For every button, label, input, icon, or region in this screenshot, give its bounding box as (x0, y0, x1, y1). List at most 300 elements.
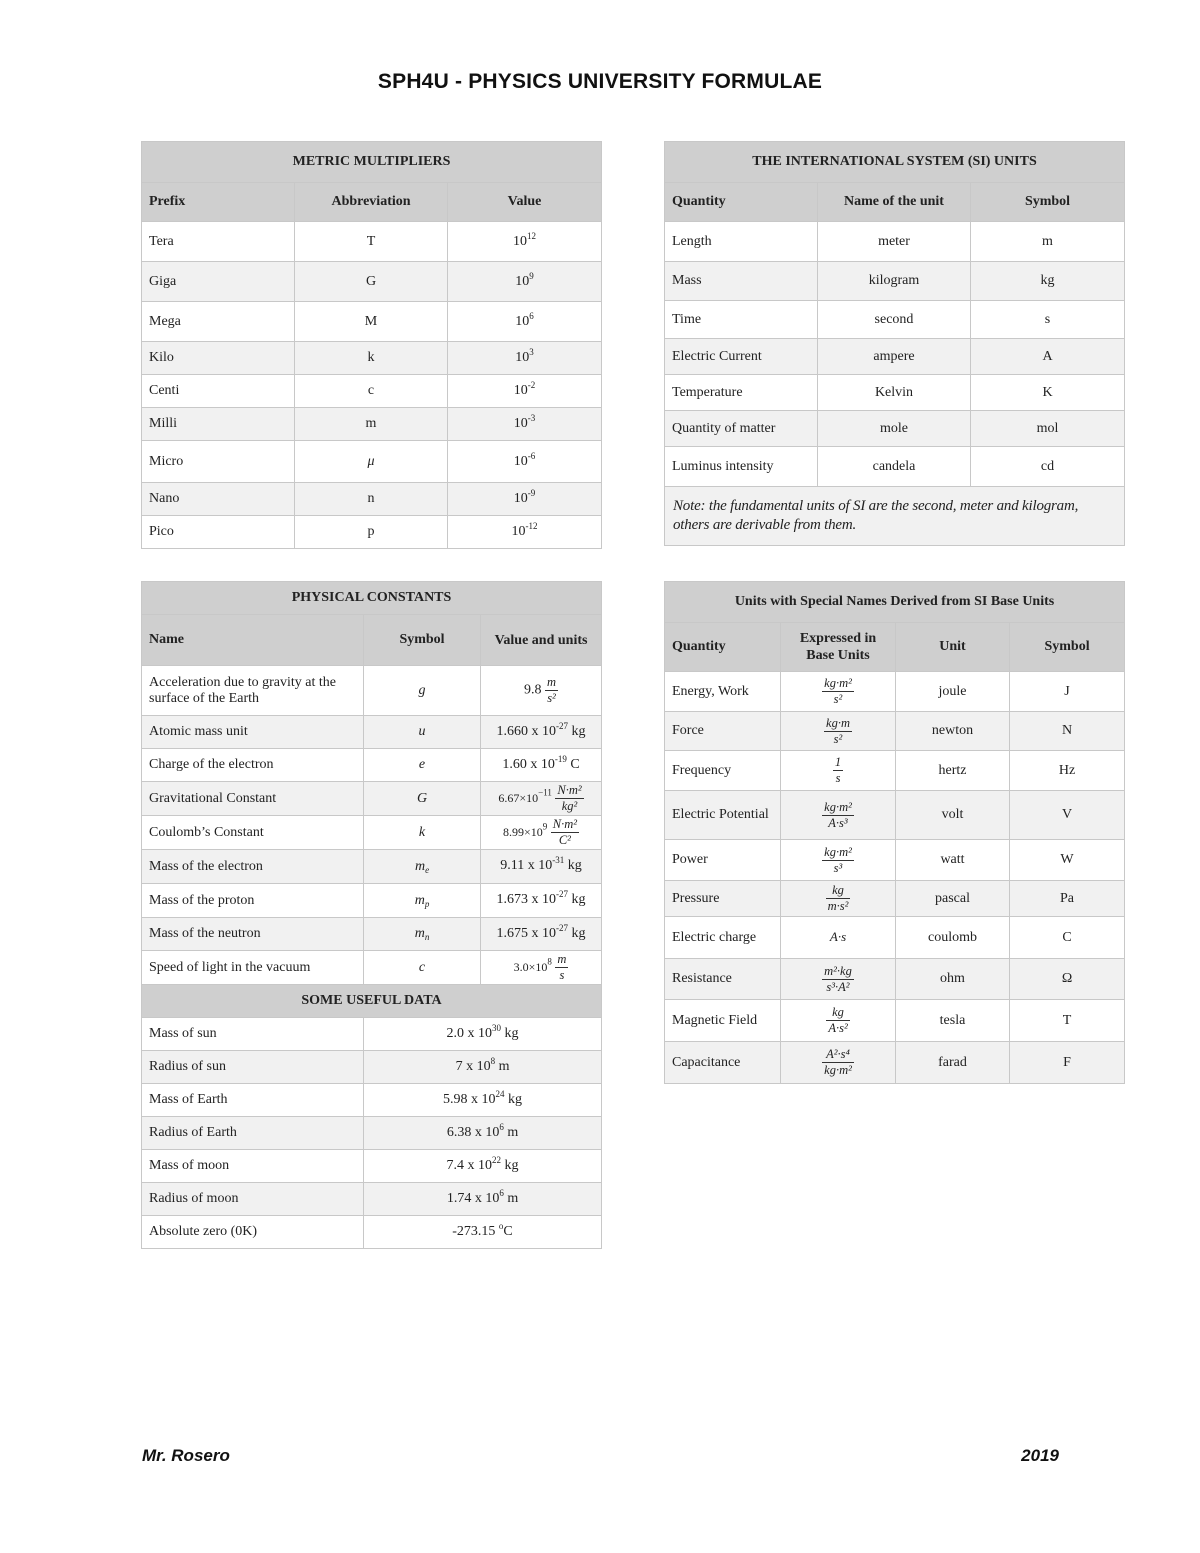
useful-data-title: SOME USEFUL DATA (142, 985, 602, 1018)
constant-symbol-cell (364, 918, 481, 951)
constant-unit-fraction-numerator: m (546, 675, 557, 689)
constant-value-mantissa: 3.0×10 (513, 960, 548, 974)
derived-unit-cell: tesla (896, 1000, 1010, 1042)
table-row (142, 1018, 602, 1051)
useful-name-cell: Mass of Earth (142, 1084, 364, 1117)
constant-name-cell: Mass of the proton (142, 884, 364, 918)
derived-unit-cell: farad (896, 1042, 1010, 1084)
table-row (142, 951, 602, 985)
derived-quantity-cell: Power (665, 840, 781, 881)
constant-symbol: c (418, 959, 426, 975)
prefix-cell: Tera (142, 222, 295, 262)
constant-name-cell: Charge of the electron (142, 749, 364, 782)
table-row (142, 483, 602, 516)
derived-symbol-cell: Hz (1010, 751, 1125, 791)
constant-value-cell (481, 749, 602, 782)
table-row (665, 1000, 1125, 1042)
constant-value-unit: C (566, 756, 580, 772)
useful-value-cell (364, 1051, 602, 1084)
base-unit-fraction-numerator: m²·kg (824, 963, 852, 978)
constant-symbol: m (414, 892, 425, 908)
constant-symbol: g (418, 682, 426, 698)
derived-unit-cell: ohm (896, 959, 1010, 1000)
useful-value-cell (364, 1183, 602, 1216)
base-unit-fraction-numerator: kg (826, 883, 851, 899)
derived-symbol-cell: W (1010, 840, 1125, 881)
constant-symbol: u (418, 724, 426, 739)
useful-name-cell: Radius of Earth (142, 1117, 364, 1150)
constant-symbol-cell (364, 666, 481, 716)
constant-value-mantissa: 1.60 x 10 (502, 756, 555, 772)
derived-table-title: Units with Special Names Derived from SI Base Units (665, 582, 1125, 623)
derived-expression-cell (781, 751, 896, 791)
constant-value-cell (481, 951, 602, 985)
quantity-cell: Length (665, 222, 818, 262)
constants-header-name: Name (142, 615, 364, 666)
metric-header-prefix: Prefix (142, 183, 295, 222)
constant-symbol: m (414, 858, 426, 874)
table-row (142, 884, 602, 918)
derived-header-unit: Unit (896, 623, 1010, 672)
constant-value-cell (481, 918, 602, 951)
si-header-symbol: Symbol (971, 183, 1125, 222)
derived-expression-cell (781, 712, 896, 751)
constant-name-cell: Coulomb’s Constant (142, 816, 364, 850)
symbol-cell: K (971, 375, 1125, 411)
unit-name-cell: second (818, 301, 971, 339)
abbreviation-cell: μ (295, 441, 448, 483)
useful-value-mantissa: 7 x 10 (455, 1059, 491, 1074)
unit-name-cell: Kelvin (818, 375, 971, 411)
table-row (665, 447, 1125, 487)
constant-symbol: G (416, 790, 428, 806)
derived-quantity-cell: Pressure (665, 881, 781, 917)
useful-value-mantissa: 5.98 x 10 (443, 1092, 496, 1107)
table-row (142, 1216, 602, 1249)
table-row (665, 917, 1125, 959)
table-row (665, 301, 1125, 339)
table-row (142, 918, 602, 951)
useful-value-unit: m (503, 1125, 519, 1140)
constant-name-cell: Speed of light in the vacuum (142, 951, 364, 985)
base-unit-fraction-numerator: kg (826, 1005, 849, 1021)
derived-expression-cell (781, 791, 896, 840)
table-row (142, 782, 602, 816)
constant-value-exponent: -31 (552, 855, 565, 866)
prefix-cell: Giga (142, 262, 295, 302)
useful-value-unit: m (503, 1191, 519, 1206)
value-exponent: 12 (527, 230, 536, 241)
value-exponent: -3 (527, 413, 536, 423)
si-note: Note: the fundamental units of SI are the second, meter and kilogram, others are derivable from them. (665, 487, 1125, 546)
constant-value-cell (481, 716, 602, 749)
si-units-table (664, 141, 1125, 546)
constant-value-exponent: 8 (547, 956, 552, 967)
useful-value-cell (364, 1018, 602, 1051)
quantity-cell: Time (665, 301, 818, 339)
value-base: 10 (511, 524, 526, 539)
abbreviation-cell: n (295, 483, 448, 516)
value-base: 10 (515, 273, 530, 289)
base-unit-fraction-denominator: s (835, 771, 841, 785)
prefix-cell: Micro (142, 441, 295, 483)
abbreviation-cell: m (295, 408, 448, 441)
useful-name-cell: Mass of moon (142, 1150, 364, 1183)
value-exponent: -12 (525, 521, 538, 531)
value-cell (448, 408, 602, 441)
constant-unit-fraction (551, 817, 579, 848)
derived-symbol-cell: N (1010, 712, 1125, 751)
derived-quantity-cell: Electric Potential (665, 791, 781, 840)
value-exponent: 3 (529, 347, 534, 357)
table-row (142, 1150, 602, 1183)
symbol-cell: mol (971, 411, 1125, 447)
derived-symbol-cell: T (1010, 1000, 1125, 1042)
base-unit-fraction-denominator: kg·m² (824, 1063, 852, 1077)
si-header-name: Name of the unit (818, 183, 971, 222)
constant-value-mantissa: 9.11 x 10 (500, 858, 553, 874)
constant-value-unit: kg (564, 858, 582, 874)
constant-value-exponent: -27 (556, 923, 568, 934)
value-cell (448, 441, 602, 483)
table-row (142, 816, 602, 850)
constant-value-exponent: 9 (542, 821, 548, 832)
table-row (665, 411, 1125, 447)
useful-value-exponent: 30 (492, 1023, 501, 1033)
si-table-title: THE INTERNATIONAL SYSTEM (SI) UNITS (665, 142, 1125, 183)
derived-expression-cell (781, 672, 896, 712)
useful-value-exponent: 8 (490, 1056, 496, 1066)
base-unit-fraction (826, 883, 851, 914)
constant-value-mantissa: 1.675 x 10 (496, 925, 556, 941)
constant-value-unit: kg (568, 723, 586, 739)
abbreviation-cell: p (295, 516, 448, 549)
constant-value-mantissa: 6.67×10 (498, 791, 539, 805)
value-base: 10 (513, 491, 528, 506)
constant-symbol-cell (364, 951, 481, 985)
constant-value-exponent: -27 (556, 889, 568, 900)
base-unit-fraction-denominator: s² (833, 692, 843, 706)
useful-name-cell: Radius of moon (142, 1183, 364, 1216)
table-row (142, 1117, 602, 1150)
useful-value-cell (364, 1117, 602, 1150)
constant-symbol-cell (364, 749, 481, 782)
derived-quantity-cell: Resistance (665, 959, 781, 1000)
constant-symbol: m (414, 926, 425, 941)
derived-expression-cell (781, 959, 896, 1000)
constant-unit-fraction (555, 952, 568, 983)
base-unit-fraction-numerator: 1 (834, 755, 842, 769)
derived-unit-cell: hertz (896, 751, 1010, 791)
derived-header-expressed: Expressed in Base Units (781, 623, 896, 672)
useful-value-mantissa: 2.0 x 10 (446, 1026, 492, 1041)
abbreviation-cell: T (295, 222, 448, 262)
table-row (142, 749, 602, 782)
metric-multipliers-table (141, 141, 602, 549)
unit-name-cell: candela (818, 447, 971, 487)
value-cell (448, 262, 602, 302)
table-row (142, 408, 602, 441)
base-unit-fraction (822, 676, 854, 707)
table-row (665, 375, 1125, 411)
table-row (665, 1042, 1125, 1084)
table-row (142, 342, 602, 375)
derived-unit-cell: pascal (896, 881, 1010, 917)
base-unit-fraction-denominator: s² (833, 731, 843, 746)
constant-value-exponent: -27 (556, 721, 568, 732)
base-unit-fraction (822, 845, 854, 876)
value-cell (448, 342, 602, 375)
prefix-cell: Centi (142, 375, 295, 408)
value-cell (448, 302, 602, 342)
derived-symbol-cell: Pa (1010, 881, 1125, 917)
derived-unit-cell: watt (896, 840, 1010, 881)
quantity-cell: Luminus intensity (665, 447, 818, 487)
derived-quantity-cell: Capacitance (665, 1042, 781, 1084)
base-unit-fraction-numerator: kg·m (826, 715, 850, 730)
constant-value-cell (481, 884, 602, 918)
unit-name-cell: mole (818, 411, 971, 447)
base-unit-fraction (822, 964, 854, 995)
symbol-cell: A (971, 339, 1125, 375)
constant-unit-fraction-numerator: m (557, 952, 567, 966)
constants-table-title: PHYSICAL CONSTANTS (142, 582, 602, 615)
useful-name-cell: Absolute zero (0K) (142, 1216, 364, 1249)
value-cell (448, 483, 602, 516)
value-exponent: 6 (529, 310, 534, 321)
base-unit-fraction (822, 800, 854, 831)
value-base: 10 (513, 453, 528, 469)
value-base: 10 (513, 233, 527, 249)
useful-value-exponent: o (498, 1221, 504, 1231)
table-row (142, 375, 602, 408)
derived-quantity-cell: Force (665, 712, 781, 751)
useful-value-exponent: 6 (499, 1122, 504, 1132)
derived-quantity-cell: Energy, Work (665, 672, 781, 712)
derived-symbol-cell: V (1010, 791, 1125, 840)
base-unit-fraction-denominator: A·s² (828, 1021, 848, 1035)
useful-value-mantissa: -273.15 (452, 1224, 499, 1239)
base-unit-fraction-numerator: kg·m² (824, 844, 852, 859)
constant-value-cell (481, 666, 602, 716)
useful-name-cell: Radius of sun (142, 1051, 364, 1084)
table-row (665, 881, 1125, 917)
footer-year: 2019 (1021, 1446, 1059, 1465)
footer-author: Mr. Rosero (142, 1446, 230, 1465)
derived-expression-cell (781, 881, 896, 917)
table-row (665, 222, 1125, 262)
derived-quantity-cell: Electric charge (665, 917, 781, 959)
derived-symbol-cell: F (1010, 1042, 1125, 1084)
derived-units-table (664, 581, 1125, 1084)
constant-unit-fraction (555, 783, 583, 814)
page-title: SPH4U - PHYSICS UNIVERSITY FORMULAE (377, 70, 823, 93)
value-exponent: -6 (527, 450, 536, 461)
value-cell (448, 516, 602, 549)
constant-value-mantissa: 8.99×10 (502, 825, 543, 839)
constant-symbol-cell (364, 782, 481, 816)
useful-value-unit: m (495, 1059, 510, 1074)
base-unit-fraction-denominator: m·s² (827, 899, 849, 913)
derived-header-quantity: Quantity (665, 623, 781, 672)
table-row (665, 791, 1125, 840)
symbol-cell: kg (971, 262, 1125, 301)
table-row (665, 672, 1125, 712)
derived-symbol-cell: C (1010, 917, 1125, 959)
prefix-cell: Nano (142, 483, 295, 516)
useful-value-cell (364, 1084, 602, 1117)
useful-value-exponent: 22 (492, 1155, 501, 1165)
table-row (142, 262, 602, 302)
symbol-cell: cd (971, 447, 1125, 487)
table-row (142, 516, 602, 549)
metric-table-title: METRIC MULTIPLIERS (142, 142, 602, 183)
constant-symbol-cell (364, 850, 481, 884)
constant-unit-fraction-denominator: kg² (561, 799, 578, 813)
constant-symbol-cell (364, 716, 481, 749)
base-unit-fraction-denominator: s³·A² (826, 979, 850, 994)
table-row (142, 222, 602, 262)
quantity-cell: Electric Current (665, 339, 818, 375)
derived-quantity-cell: Magnetic Field (665, 1000, 781, 1042)
useful-value-cell (364, 1150, 602, 1183)
base-unit-fraction-numerator: kg·m² (824, 799, 852, 814)
value-exponent: -9 (527, 488, 536, 498)
useful-value-unit: C (503, 1224, 513, 1239)
constant-symbol-cell (364, 816, 481, 850)
constant-symbol-cell (364, 884, 481, 918)
table-row (665, 339, 1125, 375)
abbreviation-cell: M (295, 302, 448, 342)
table-row (665, 959, 1125, 1000)
useful-value-exponent: 24 (495, 1089, 505, 1099)
useful-value-unit: kg (501, 1026, 519, 1041)
derived-unit-cell: newton (896, 712, 1010, 751)
constant-unit-fraction (545, 675, 558, 706)
constant-symbol-subscript: p (424, 898, 430, 909)
constant-name-cell: Atomic mass unit (142, 716, 364, 749)
table-row (142, 1084, 602, 1117)
useful-value-unit: kg (504, 1092, 522, 1107)
constant-name-cell: Mass of the neutron (142, 918, 364, 951)
table-row (142, 850, 602, 884)
constant-unit-fraction-denominator: C² (558, 833, 571, 847)
physical-constants-table (141, 581, 602, 1249)
base-unit-fraction (824, 716, 852, 747)
metric-header-abbreviation: Abbreviation (295, 183, 448, 222)
base-unit-fraction-numerator: kg·m² (824, 676, 852, 690)
unit-name-cell: ampere (818, 339, 971, 375)
si-header-quantity: Quantity (665, 183, 818, 222)
symbol-cell: s (971, 301, 1125, 339)
table-row (665, 712, 1125, 751)
derived-unit-cell: volt (896, 791, 1010, 840)
value-exponent: 9 (529, 270, 534, 281)
useful-value-unit: kg (501, 1158, 519, 1173)
abbreviation-cell: c (295, 375, 448, 408)
abbreviation-cell: k (295, 342, 448, 375)
prefix-cell: Kilo (142, 342, 295, 375)
constant-value-cell (481, 850, 602, 884)
value-base: 10 (513, 416, 528, 431)
derived-unit-cell: joule (896, 672, 1010, 712)
useful-value-mantissa: 6.38 x 10 (446, 1125, 500, 1140)
quantity-cell: Temperature (665, 375, 818, 411)
table-row (142, 1183, 602, 1216)
table-row (142, 666, 602, 716)
constant-value-number: 9.8 (523, 682, 542, 698)
constant-value-mantissa: 1.660 x 10 (496, 723, 556, 739)
derived-quantity-cell: Frequency (665, 751, 781, 791)
useful-name-cell: Mass of sun (142, 1018, 364, 1051)
table-row (142, 716, 602, 749)
constant-unit-fraction-denominator: s² (547, 691, 556, 705)
constant-symbol: k (418, 824, 426, 840)
derived-symbol-cell: J (1010, 672, 1125, 712)
prefix-cell: Mega (142, 302, 295, 342)
prefix-cell: Pico (142, 516, 295, 549)
constant-name-cell: Mass of the electron (142, 850, 364, 884)
derived-symbol-cell: Ω (1010, 959, 1125, 1000)
value-base: 10 (513, 383, 528, 398)
table-row (142, 441, 602, 483)
unit-name-cell: meter (818, 222, 971, 262)
constant-symbol: e (418, 757, 426, 772)
derived-expression-cell (781, 1042, 896, 1084)
constant-unit-fraction-numerator: N·m² (552, 817, 578, 831)
constant-unit-fraction-denominator: s (559, 968, 565, 982)
constants-header-symbol: Symbol (364, 615, 481, 666)
unit-name-cell: kilogram (818, 262, 971, 301)
useful-value-mantissa: 7.4 x 10 (446, 1158, 492, 1173)
base-unit-fraction-numerator: A²·s⁴ (822, 1047, 854, 1063)
base-unit-fraction-denominator: A·s³ (828, 815, 848, 830)
metric-header-value: Value (448, 183, 602, 222)
constant-value-cell (481, 816, 602, 850)
table-row (665, 262, 1125, 301)
constant-name-cell: Acceleration due to gravity at the surface of the Earth (142, 666, 364, 716)
table-row (665, 751, 1125, 791)
derived-unit-cell: coulomb (896, 917, 1010, 959)
value-cell (448, 375, 602, 408)
value-exponent: -2 (527, 380, 536, 390)
useful-value-exponent: 6 (499, 1188, 504, 1198)
base-unit-fraction-denominator: s³ (833, 860, 843, 875)
base-unit-fraction (826, 1005, 849, 1036)
useful-value-mantissa: 1.74 x 10 (446, 1191, 500, 1206)
constant-unit-fraction-numerator: N·m² (557, 783, 582, 797)
derived-header-symbol: Symbol (1010, 623, 1125, 672)
constant-value-cell (481, 782, 602, 816)
abbreviation-cell: G (295, 262, 448, 302)
base-unit-fraction (833, 755, 843, 786)
value-cell (448, 222, 602, 262)
quantity-cell: Quantity of matter (665, 411, 818, 447)
constant-value-unit: kg (568, 892, 586, 908)
base-unit-fraction (822, 1047, 854, 1078)
constant-name-cell: Gravitational Constant (142, 782, 364, 816)
derived-expression-cell (781, 840, 896, 881)
table-row (142, 1051, 602, 1084)
constants-header-value: Value and units (481, 615, 602, 666)
constant-value-mantissa: 1.673 x 10 (496, 892, 556, 908)
constant-symbol-subscript: n (424, 932, 430, 942)
derived-expression-cell (781, 1000, 896, 1042)
table-row (665, 840, 1125, 881)
symbol-cell: m (971, 222, 1125, 262)
value-base: 10 (515, 313, 530, 329)
constant-value-exponent: -19 (554, 754, 567, 765)
